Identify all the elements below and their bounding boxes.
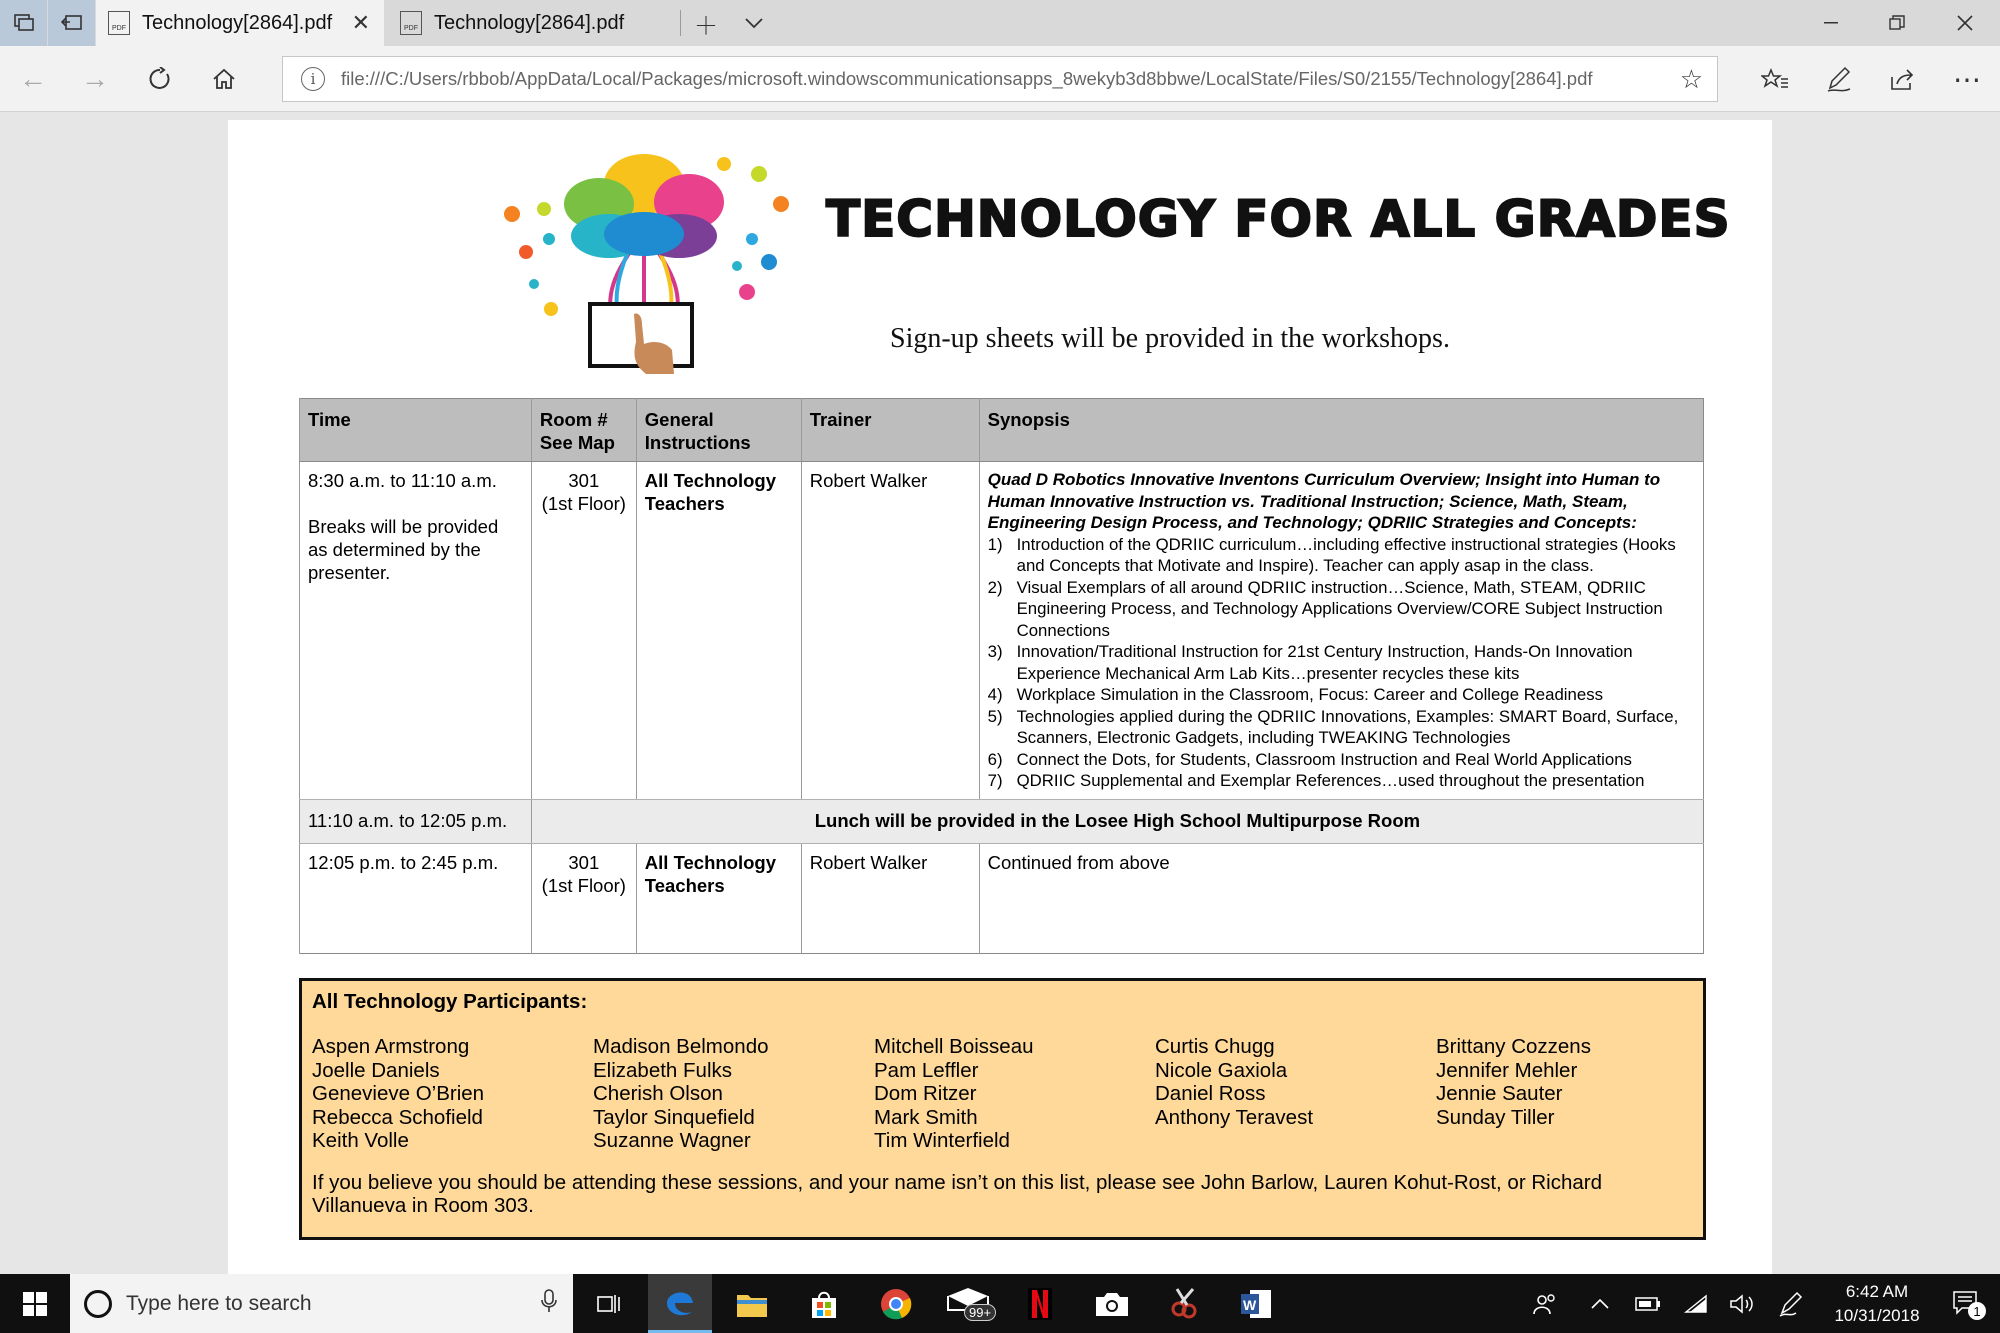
- cell-trainer: Robert Walker: [801, 843, 979, 953]
- participant-name: Sunday Tiller: [1436, 1105, 1555, 1129]
- snipping-tool-icon[interactable]: [1152, 1274, 1216, 1333]
- header-trainer: Trainer: [801, 399, 979, 462]
- participant-name: Aspen Armstrong: [312, 1035, 470, 1058]
- home-icon[interactable]: [199, 46, 249, 112]
- document-subtitle: Sign-up sheets will be provided in the workshops.: [890, 323, 1450, 354]
- set-tabs-aside-icon[interactable]: [48, 0, 95, 46]
- participants-box: [299, 978, 1706, 1240]
- synopsis-heading: Quad D Robotics Innovative Inventons Curriculum Overview; Insight into Human to Human Innovative Instruction vs. Traditional Instruction; Science, Math, Steam, Engineering Design Process, and Technology; QDRIIC Strategies and Concepts:: [987, 470, 1661, 532]
- participant-name: Elizabeth Fulks: [593, 1058, 733, 1082]
- header-general-instructions: General Instructions: [636, 399, 801, 462]
- table-row-lunch: [300, 799, 1704, 843]
- list-item: 7) QDRIIC Supplemental and Exemplar References…used throughout the presentation: [987, 771, 1645, 790]
- participant-name: Tim Winterfield: [874, 1129, 1010, 1152]
- site-info-icon[interactable]: i: [301, 67, 325, 91]
- participant-name: Taylor Sinquefield: [593, 1105, 755, 1129]
- document-title: TECHNOLOGY FOR ALL GRADES: [826, 190, 1731, 248]
- clock-date: 10/31/2018: [1834, 1305, 1920, 1325]
- close-tab-icon[interactable]: ✕: [351, 10, 370, 35]
- volume-icon[interactable]: [1722, 1274, 1762, 1333]
- technology-tree-logo: [494, 144, 794, 384]
- synopsis-list: [988, 534, 1695, 792]
- header-room: Room # See Map: [531, 399, 636, 462]
- url-text: file:///C:/Users/rbbob/AppData/Local/Packages/microsoft.windowscommunicationsapps_8wekyb3d8bbwe/LocalState/Files/S0/2155/Technology[2864].pdf: [341, 68, 1593, 89]
- tab-inactive[interactable]: [388, 0, 678, 46]
- participant-name: Jennie Sauter: [1436, 1082, 1563, 1105]
- list-item: 3) Innovation/Traditional Instruction for 21st Century Instruction, Hands-On Innovation Experience Mechanical Arm Lab Kits…presenter recycles these kits: [987, 642, 1633, 683]
- pdf-file-icon: PDF: [108, 11, 130, 35]
- cell-room: 301 (1st Floor): [531, 462, 636, 800]
- participant-name: Suzanne Wagner: [593, 1129, 751, 1152]
- list-item: 6) Connect the Dots, for Students, Classroom Instruction and Real World Applications: [987, 749, 1632, 769]
- windows-ink-icon[interactable]: [1770, 1274, 1812, 1333]
- clock[interactable]: [1822, 1274, 1932, 1333]
- notification-count-badge: 1: [1968, 1302, 1986, 1320]
- participant-name: Nicole Gaxiola: [1155, 1058, 1288, 1082]
- chrome-icon[interactable]: [864, 1274, 928, 1333]
- breaks-note: Breaks will be provided as determined by the presenter.: [308, 516, 499, 583]
- pdf-file-icon: PDF: [400, 11, 422, 35]
- favorites-list-icon[interactable]: [1750, 46, 1800, 112]
- cell-time: 8:30 a.m. to 11:10 a.m. Breaks will be provided as determined by the presenter.: [300, 462, 532, 800]
- minimize-icon[interactable]: [1810, 0, 1852, 46]
- restore-icon[interactable]: [1876, 0, 1918, 46]
- pdf-page: [228, 120, 1772, 1274]
- file-explorer-icon[interactable]: [720, 1274, 784, 1333]
- participants-list: [312, 1035, 1693, 1153]
- show-hidden-icons-chevron[interactable]: [1580, 1274, 1620, 1333]
- edge-browser-icon[interactable]: [648, 1274, 712, 1333]
- cell-instructions: All Technology Teachers: [636, 462, 801, 800]
- participants-title: All Technology Participants:: [312, 990, 588, 1013]
- cell-synopsis: Continued from above: [979, 843, 1703, 953]
- participant-name: Genevieve O’Brien: [312, 1082, 485, 1105]
- participant-name: Anthony Teravest: [1155, 1105, 1314, 1129]
- list-item: 4) Workplace Simulation in the Classroom, Focus: Career and College Readiness: [987, 685, 1603, 704]
- people-icon[interactable]: [1524, 1274, 1566, 1333]
- tab-label: Technology[2864].pdf: [434, 11, 625, 34]
- mail-icon[interactable]: [936, 1274, 1000, 1333]
- svg-text:W: W: [1243, 1296, 1257, 1313]
- header-synopsis: Synopsis: [979, 399, 1703, 462]
- favorite-star-icon[interactable]: ☆: [1679, 63, 1703, 94]
- back-icon[interactable]: ←: [19, 63, 47, 94]
- table-header-row: [300, 399, 1704, 462]
- lunch-notice: Lunch will be provided in the Losee High School Multipurpose Room: [531, 799, 1703, 843]
- header-time: Time: [300, 399, 532, 462]
- cell-time: 12:05 p.m. to 2:45 p.m.: [300, 843, 532, 953]
- cell-time: 11:10 a.m. to 12:05 p.m.: [300, 799, 532, 843]
- task-view-icon[interactable]: [576, 1274, 640, 1333]
- microphone-icon[interactable]: [541, 1289, 557, 1319]
- cell-trainer: Robert Walker: [801, 462, 979, 800]
- windows-start-icon[interactable]: [0, 1274, 70, 1333]
- participant-name: Jennifer Mehler: [1436, 1058, 1578, 1082]
- refresh-icon[interactable]: [135, 46, 185, 112]
- cortana-icon: [84, 1290, 112, 1318]
- url-field[interactable]: [282, 56, 1718, 102]
- more-options-icon[interactable]: ⋯: [1953, 63, 1981, 95]
- close-window-icon[interactable]: [1944, 0, 1986, 46]
- action-center-icon[interactable]: [1940, 1274, 1992, 1333]
- schedule-table: [299, 398, 1704, 954]
- tab-sets-icon[interactable]: [0, 0, 47, 46]
- tab-preview-chevron-icon[interactable]: [736, 0, 772, 46]
- taskbar: [0, 1274, 2000, 1333]
- participant-name: Pam Leffler: [874, 1058, 979, 1082]
- list-item: 5) Technologies applied during the QDRIIC Innovations, Examples: SMART Board, Surface, Scanners, Electronic Gadgets, including TWEAKING Technologies: [987, 706, 1679, 747]
- tab-active[interactable]: [96, 0, 384, 46]
- participant-name: Daniel Ross: [1155, 1082, 1266, 1105]
- forward-icon[interactable]: →: [81, 63, 109, 94]
- mail-badge: 99+: [964, 1304, 996, 1321]
- cell-synopsis: [979, 462, 1703, 800]
- participant-name: Rebecca Schofield: [312, 1105, 483, 1129]
- participant-name: Mitchell Boisseau: [874, 1035, 1034, 1058]
- participant-name: Cherish Olson: [593, 1082, 723, 1105]
- battery-icon[interactable]: [1628, 1274, 1668, 1333]
- participant-name: Madison Belmondo: [593, 1035, 769, 1058]
- taskbar-search[interactable]: [70, 1274, 573, 1333]
- tab-label: Technology[2864].pdf: [142, 11, 333, 34]
- pdf-viewport[interactable]: [0, 112, 2000, 1274]
- participant-name: Brittany Cozzens: [1436, 1035, 1591, 1058]
- participant-name: Mark Smith: [874, 1105, 978, 1129]
- add-notes-pen-icon[interactable]: [1814, 46, 1864, 112]
- cell-instructions: All Technology Teachers: [636, 843, 801, 953]
- clock-time: 6:42 AM: [1845, 1281, 1909, 1301]
- wifi-icon[interactable]: [1676, 1274, 1716, 1333]
- address-bar: [0, 46, 2000, 112]
- microsoft-store-icon[interactable]: [792, 1274, 856, 1333]
- list-item: 2) Visual Exemplars of all around QDRIIC instruction…Science, Math, STEAM, QDRIIC Engineering Process, and Technology Applications Overview/CORE Subject Instruction Connections: [987, 577, 1663, 640]
- list-item: 1) Introduction of the QDRIIC curriculum…including effective instructional strategies (Hooks and Concepts that Motivate and Inspire). Teacher can apply asap in the class.: [987, 534, 1676, 575]
- table-row: [300, 462, 1704, 800]
- camera-icon[interactable]: [1080, 1274, 1144, 1333]
- tab-bar: [0, 0, 2000, 46]
- participant-name: Dom Ritzer: [874, 1082, 977, 1105]
- tab-divider: [680, 10, 681, 36]
- participant-name: Curtis Chugg: [1155, 1035, 1275, 1058]
- participant-name: Joelle Daniels: [312, 1058, 440, 1082]
- participants-note: If you believe you should be attending these sessions, and your name isn’t on this list, please see John Barlow, Lauren Kohut-Rost, or Richard Villanueva in Room 303.: [312, 1170, 1602, 1217]
- cell-room: 301 (1st Floor): [531, 843, 636, 953]
- netflix-icon[interactable]: [1008, 1274, 1072, 1333]
- table-row: [300, 843, 1704, 953]
- share-icon[interactable]: [1878, 46, 1928, 112]
- search-placeholder: Type here to search: [126, 1291, 312, 1315]
- participant-name: Keith Volle: [312, 1129, 409, 1152]
- new-tab-icon[interactable]: ＋: [694, 12, 718, 40]
- word-icon[interactable]: [1224, 1274, 1288, 1333]
